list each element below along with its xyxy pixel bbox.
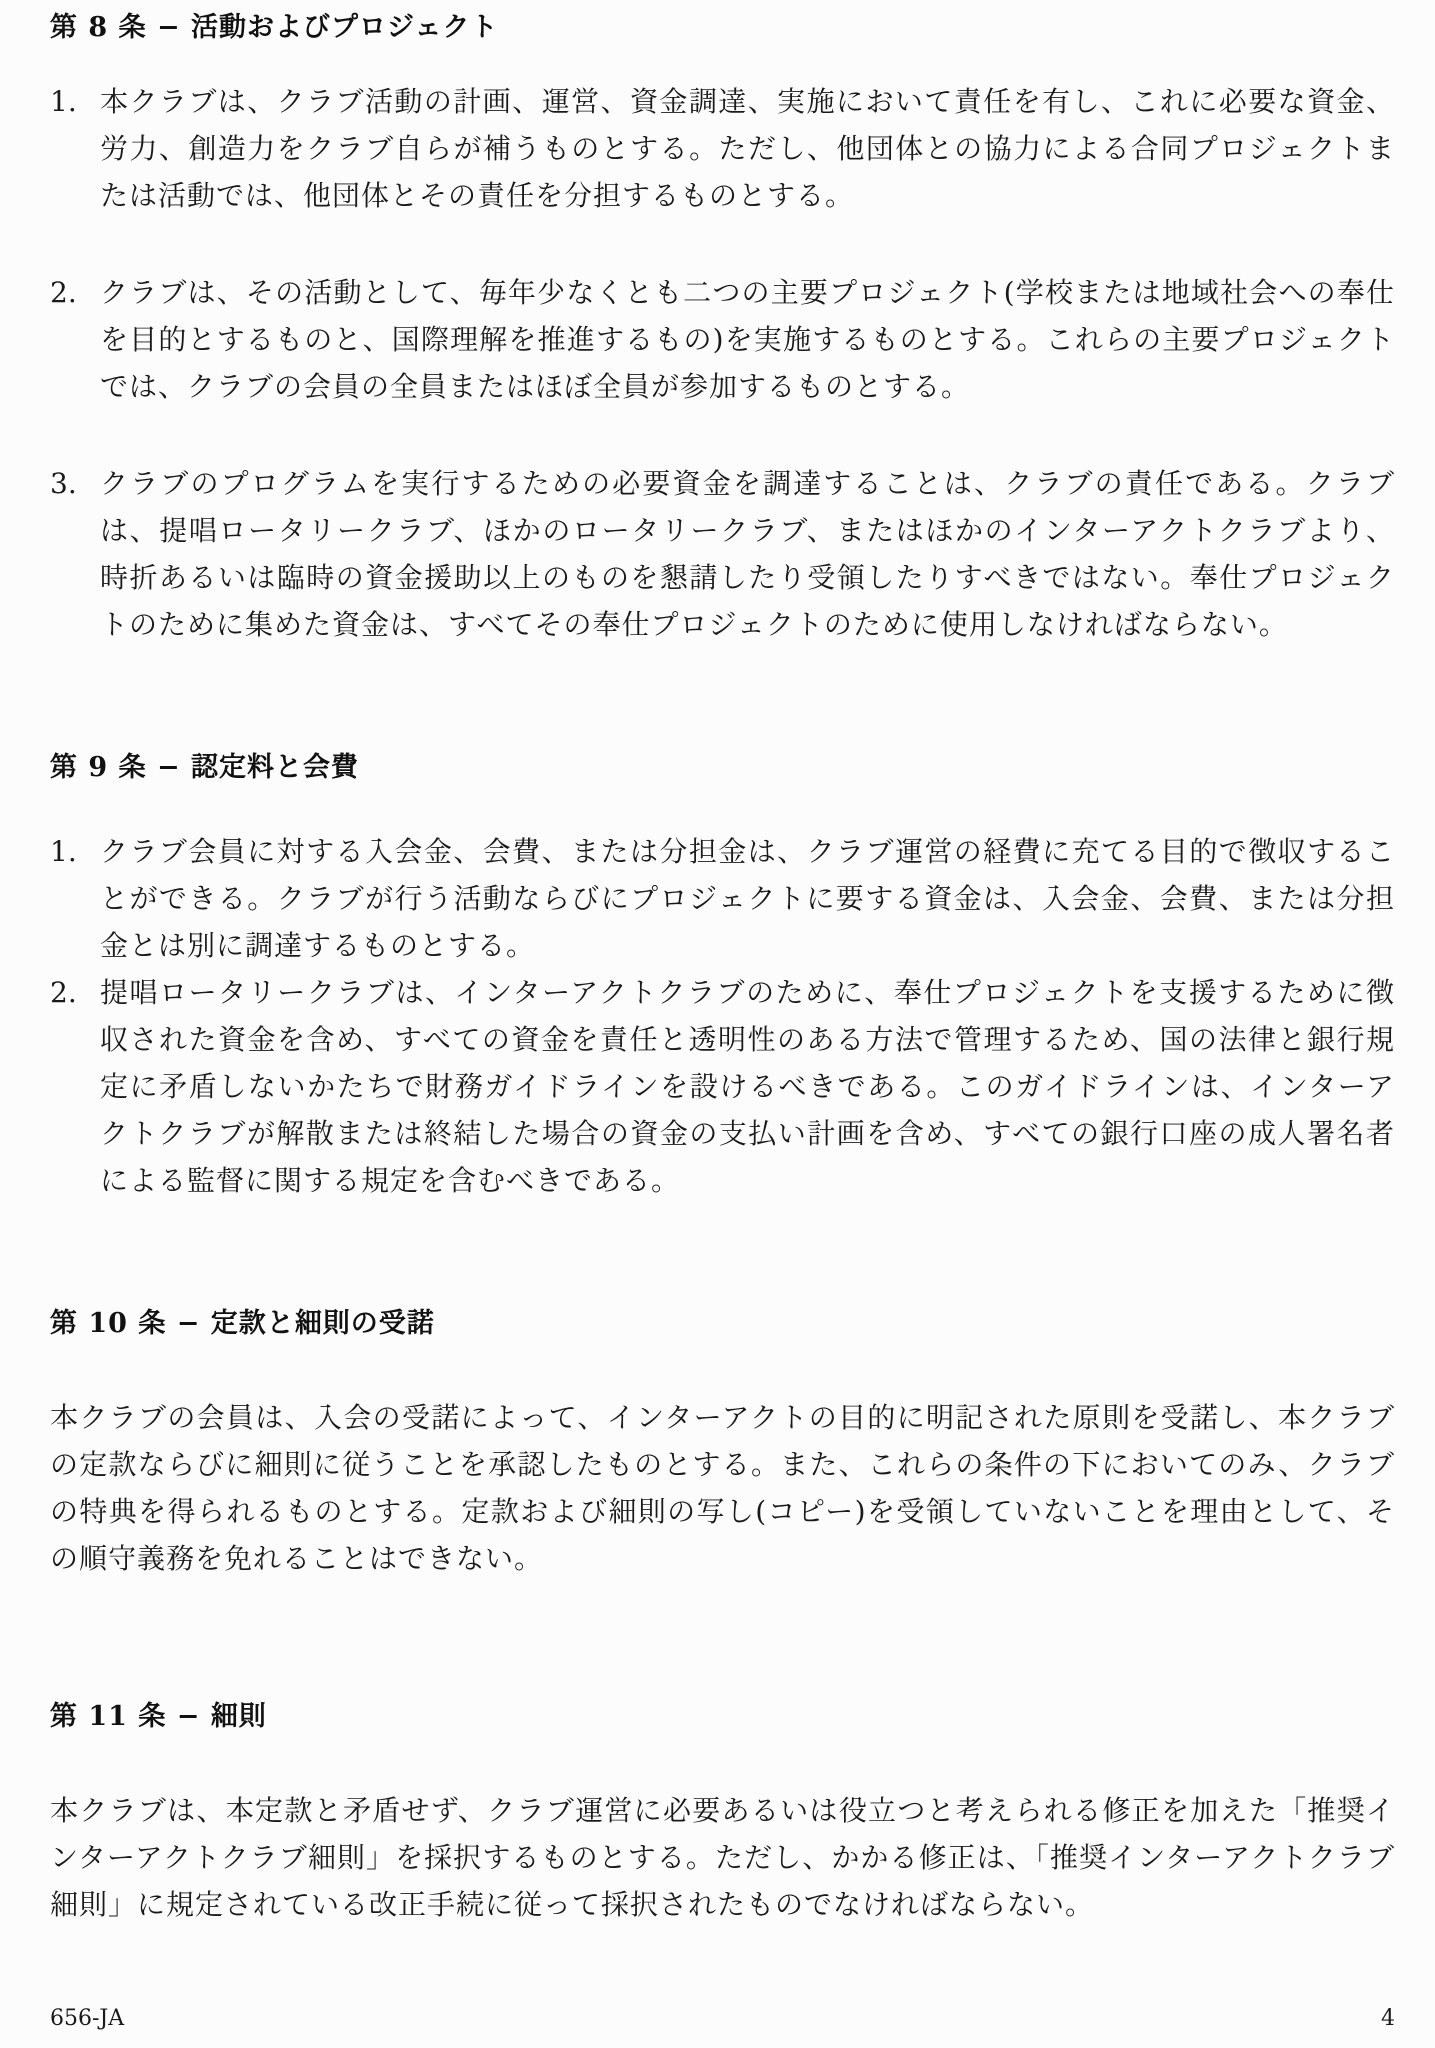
article-11-paragraph: 本クラブは、本定款と矛盾せず、クラブ運営に必要あるいは役立つと考えられる修正を加えた「推奨インターアクトクラブ細則」を採択するものとする。ただし、かかる修正は、「推奨インターアクトクラブ細則」に規定されている改正手続に従って採択されたものでなければならない。 xyxy=(50,1794,1395,1921)
article-9-heading: 第 9 条 − 認定料と会費 xyxy=(50,752,360,783)
page-footer xyxy=(50,2004,1395,2034)
article-9-section xyxy=(50,748,1395,1204)
article-11-heading: 第 11 条 − 細則 xyxy=(50,1701,267,1732)
item-text: 本クラブは、クラブ活動の計画、運営、資金調達、実施において責任を有し、これに必要な資金、労力、創造力をクラブ自らが補うものとする。ただし、他団体との協力による合同プロジェクトまたは活動では、他団体とその責任を分担するものとする。 xyxy=(100,85,1395,212)
item-text: クラブは、その活動として、毎年少なくとも二つの主要プロジェクト(学校または地域社会への奉仕を目的とするものと、国際理解を推進するもの)を実施するものとする。これらの主要プロジェクトでは、クラブの会員の全員またはほぼ全員が参加するものとする。 xyxy=(100,276,1395,403)
list-item xyxy=(50,460,1395,648)
footer-doc-code: 656-JA xyxy=(50,2006,125,2031)
article-11-section xyxy=(50,1697,1395,1928)
item-number: 2. xyxy=(50,976,77,1009)
article-9-list xyxy=(50,828,1395,1204)
article-8-heading: 第 8 条 − 活動およびプロジェクト xyxy=(50,12,499,43)
item-number: 3. xyxy=(50,467,77,500)
article-10-section xyxy=(50,1304,1395,1582)
item-text: クラブのプログラムを実行するための必要資金を調達することは、クラブの責任である。クラブは、提唱ロータリークラブ、ほかのロータリークラブ、またはほかのインターアクトクラブより、時折あるいは臨時の資金援助以上のものを懇請したり受領したりすべきではない。奉仕プロジェクトのために集めた資金は、すべてその奉仕プロジェクトのために使用しなければならない。 xyxy=(100,467,1395,641)
item-number: 1. xyxy=(50,835,77,868)
article-10-paragraph: 本クラブの会員は、入会の受諾によって、インターアクトの目的に明記された原則を受諾し、本クラブの定款ならびに細則に従うことを承認したものとする。また、これらの条件の下においてのみ、クラブの特典を得られるものとする。定款および細則の写し(コピー)を受領していないことを理由として、その順守義務を免れることはできない。 xyxy=(50,1401,1395,1575)
item-number: 1. xyxy=(50,85,77,118)
list-item xyxy=(50,269,1395,410)
article-8-list xyxy=(50,78,1395,648)
item-text: 提唱ロータリークラブは、インターアクトクラブのために、奉仕プロジェクトを支援するために徴収された資金を含め、すべての資金を責任と透明性のある方法で管理するため、国の法律と銀行規定に矛盾しないかたちで財務ガイドラインを設けるべきである。このガイドラインは、インターアクトクラブが解散または終結した場合の資金の支払い計画を含め、すべての銀行口座の成人署名者による監督に関する規定を含むべきである。 xyxy=(100,976,1395,1197)
item-number: 2. xyxy=(50,276,77,309)
list-item xyxy=(50,828,1395,969)
article-8-section xyxy=(50,8,1395,648)
footer-page-number: 4 xyxy=(1381,2006,1395,2031)
item-text: クラブ会員に対する入会金、会費、または分担金は、クラブ運営の経費に充てる目的で徴収することができる。クラブが行う活動ならびにプロジェクトに要する資金は、入会金、会費、または分担金とは別に調達するものとする。 xyxy=(100,835,1395,962)
list-item xyxy=(50,969,1395,1204)
list-item xyxy=(50,78,1395,219)
article-10-heading: 第 10 条 − 定款と細則の受諾 xyxy=(50,1308,435,1339)
